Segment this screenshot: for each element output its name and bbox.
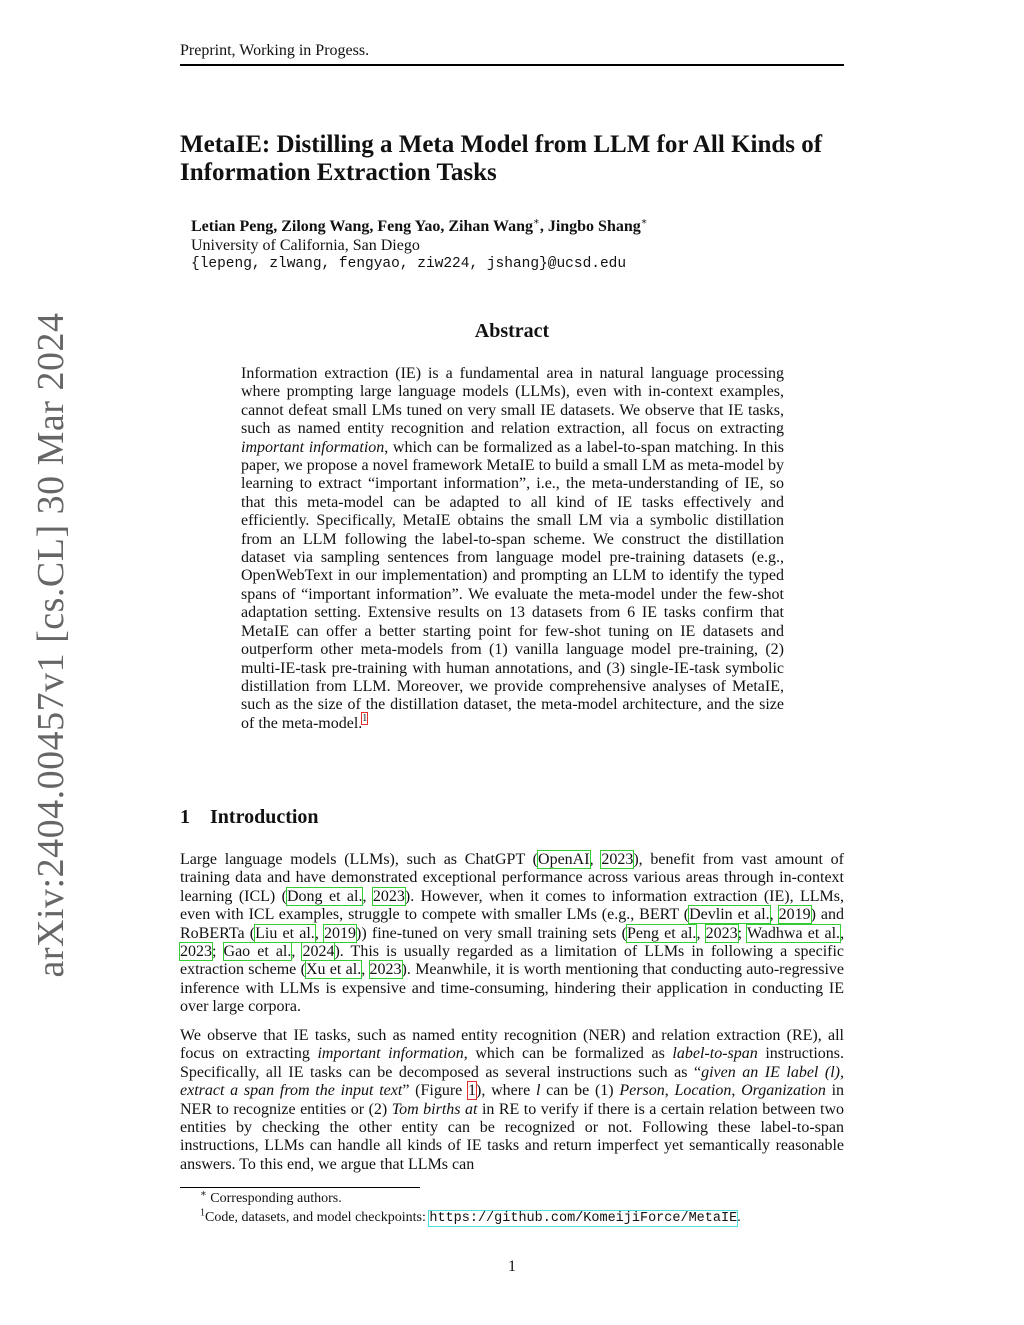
citation-link[interactable]: 2019	[324, 924, 357, 942]
paper-title: MetaIE: Distilling a Meta Model from LLM for All Kinds of Information Extraction Tasks	[180, 131, 823, 186]
body-text: ). This is usually regarded as a limitation of LLMs in following a specific extraction scheme (	[180, 943, 845, 979]
body-text: ). Meanwhile, it is worth mentioning that conducting auto-regressive inference with LLMs is expensive and time-consuming, hindering their application in conducting IE over large corpora.	[180, 961, 845, 1016]
citation-link[interactable]: 2023	[180, 943, 212, 961]
section-number: 1	[180, 806, 190, 828]
citation-link[interactable]: Gao et al.	[223, 943, 292, 961]
body-text: , which can be formalized as	[463, 1045, 673, 1063]
body-text: in NER to recognize entities or (2)	[180, 1082, 845, 1118]
body-text: Large language models (LLMs), such as ChatGPT (	[180, 851, 539, 868]
body-text: ) and RoBERTa (	[180, 906, 845, 942]
footnote-text: Code, datasets, and model checkpoints:	[205, 1210, 430, 1225]
abstract-text: , which can be formalized as a label-to-span matching. In this paper, we propose a novel framework MetaIE to build a small LM as meta-model by learning to extract “important information”, i.e., the meta-understanding of IE, so that this meta-model can be adapted to all kind of IE tasks effectively and efficiently. Specifically, MetaIE obtains the small LM via a symbolic distillation from an LLM following the label-to-span scheme. We construct the distillation dataset via sampling sentences from language model pre-training datasets (e.g., OpenWebText in our implementation) and prompting an LLM to identify the typed spans of “important information”. We evaluate the meta-model under the few-shot adaptation setting. Extensive results on 13 datasets from 6 IE tasks confirm that MetaIE can offer a better starting point for few-shot tuning on IE datasets and outperform other meta-models from (1) vanilla language model pre-training, (2) multi-IE-task pre-training with human annotations, and (3) single-IE-task symbolic distillation from LLM. Moreover, we provide comprehensive analyses of MetaIE, such as the size of the distillation dataset, the meta-model architecture, and the size of the meta-model.	[241, 438, 785, 732]
body-text: ,	[731, 1082, 742, 1100]
body-text: ,	[291, 943, 303, 961]
body-text: )) fine-tuned on very small training sets (	[356, 924, 627, 942]
footnote-mark: ∗	[200, 1188, 207, 1200]
body-text: ,	[314, 924, 325, 942]
footnote-2	[200, 1208, 840, 1228]
corresponding-mark[interactable]: ∗	[533, 216, 540, 228]
citation-link[interactable]: Liu et al.	[255, 924, 315, 942]
body-text: ). However, when it comes to information extraction (IE), LLMs, even with ICL examples, struggle to compete with smaller LMs (e.g., BERT (	[180, 887, 844, 924]
citation-link[interactable]: 2024	[302, 943, 335, 961]
page-number: 1	[508, 1258, 516, 1275]
body-text: ,	[769, 906, 779, 924]
arxiv-stamp[interactable]: arXiv:2404.00457v1 [cs.CL] 30 Mar 2024	[30, 312, 72, 978]
body-text: can be (1)	[540, 1082, 620, 1100]
author-names	[191, 217, 831, 236]
footnote-divider	[180, 1187, 420, 1188]
body-text: ), benefit from vast amount of training data and have demonstrated exceptional performance across various areas through in-context learning (ICL) (	[180, 851, 844, 905]
abstract-body	[241, 365, 784, 733]
footnote-1	[200, 1189, 840, 1208]
intro-paragraph-2	[180, 1027, 844, 1174]
citation-link[interactable]: 2019	[778, 906, 811, 924]
emphasis: label-to-span	[672, 1045, 758, 1063]
body-text: ), where	[476, 1082, 536, 1100]
body-text: ,	[362, 887, 373, 905]
emphasis: l	[535, 1082, 541, 1100]
body-text: ” (Figure	[402, 1082, 469, 1100]
body-text: ,	[840, 924, 845, 942]
author-list: Letian Peng, Zilong Wang, Feng Yao, Zihan Wang	[191, 218, 534, 235]
section-heading	[180, 806, 319, 829]
emphasis: important information	[317, 1045, 464, 1063]
repository-link[interactable]: https://github.com/KomeijiForce/MetaIE	[429, 1211, 738, 1226]
emphasis: Organization	[741, 1082, 826, 1100]
body-text: ,	[361, 961, 370, 979]
citation-link[interactable]: OpenAI	[538, 851, 590, 868]
abstract-heading: Abstract	[474, 320, 550, 342]
author-last: , Jingbo Shang	[539, 218, 641, 235]
citation-link[interactable]: 2023	[601, 851, 634, 868]
footnotes	[200, 1189, 840, 1228]
body-text: We observe that IE tasks, such as named entity recognition (NER) and relation extraction (RE), all focus on extracting	[180, 1027, 844, 1063]
body-text: ,	[696, 924, 706, 942]
citation-link[interactable]: Wadhwa et al.	[747, 924, 841, 942]
emphasis: Person	[619, 1082, 665, 1100]
body-text: instructions. Specifically, all IE tasks can be decomposed as several instructions such as “	[180, 1045, 845, 1081]
footnote-mark: 1	[200, 1207, 205, 1219]
author-emails: {lepeng, zlwang, fengyao, ziw224, jshang}@ucsd.edu	[191, 256, 627, 272]
section-title: Introduction	[210, 806, 319, 828]
body-text: ,	[664, 1082, 675, 1100]
corresponding-mark[interactable]: ∗	[640, 216, 648, 228]
citation-link[interactable]: 2023	[369, 961, 402, 979]
affiliation: University of California, San Diego	[191, 237, 420, 254]
intro-paragraph-1	[180, 851, 844, 1017]
citation-link[interactable]: Xu et al.	[305, 961, 362, 979]
figure-link[interactable]: 1	[468, 1082, 477, 1100]
footnote-text: Corresponding authors.	[206, 1191, 342, 1206]
citation-link[interactable]: Devlin et al.	[689, 906, 770, 924]
citation-link[interactable]: 2023	[705, 924, 738, 942]
emphasis: given an IE label (l), extract a span from the input text	[180, 1063, 844, 1100]
body-text: ;	[737, 924, 747, 942]
body-text: in RE to verify if there is a certain relation between two entities by checking the other entity can be recognized or not. Following these label-to-span instructions, LLMs can handle all kinds of IE tasks and return imperfect yet semantically reasonable answers. To this end, we argue that LLMs can	[180, 1100, 845, 1173]
citation-link[interactable]: Peng et al.	[626, 924, 697, 942]
abstract-text: Information extraction (IE) is a fundamental area in natural language processing where prompting large language models (LLMs), even with in-context examples, cannot defeat small LMs tuned on very small IE datasets. We observe that IE tasks, such as named entity recognition and relation extraction, all focus on extracting	[241, 365, 784, 438]
running-header: Preprint, Working in Progess.	[180, 42, 844, 66]
abstract-emphasis: important information	[241, 438, 385, 456]
body-text: ,	[589, 851, 602, 868]
author-block	[191, 217, 831, 274]
body-text: ;	[212, 943, 224, 961]
emphasis: Tom births at	[391, 1100, 478, 1118]
emphasis: Location	[674, 1082, 732, 1100]
footnote-text: .	[737, 1210, 741, 1225]
citation-link[interactable]: 2023	[372, 887, 405, 905]
footnote-link[interactable]: 1	[362, 713, 368, 725]
citation-link[interactable]: Dong et al.	[287, 887, 363, 905]
